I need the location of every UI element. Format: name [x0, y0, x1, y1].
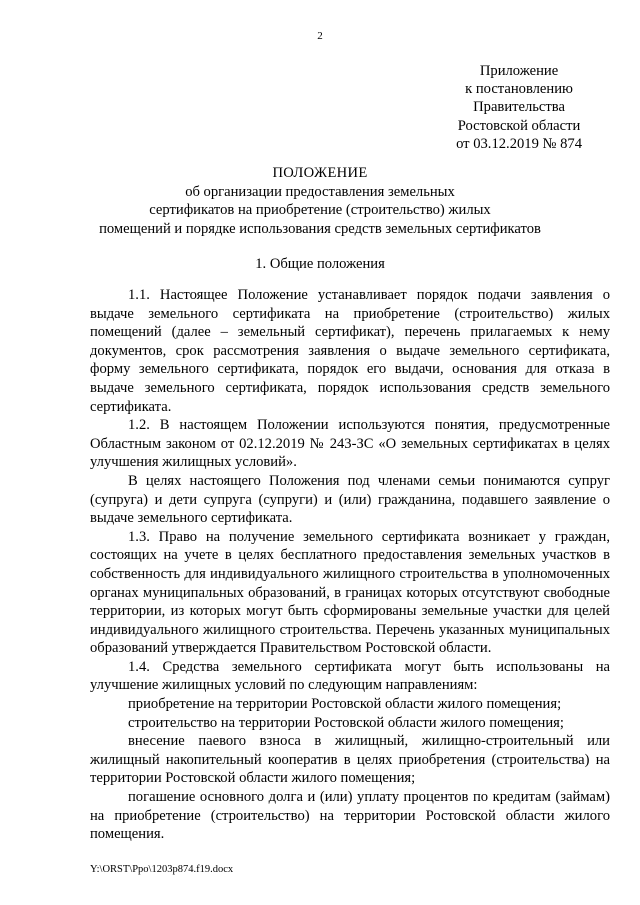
paragraph-1-2-family: В целях настоящего Положения под членами семьи понимаются супруг (супруга) и дети супруга (супруги) и (или) гражданина, подавшего заявление о выдаче земельного сертификата.	[90, 472, 610, 527]
list-item: внесение паевого взноса в жилищный, жилищно-строительный или жилищный накопительный кооператив в целях приобретения (строительства) на территории Ростовской области жилого помещения;	[90, 733, 610, 787]
page-number: 2	[317, 30, 323, 42]
paragraph-1-1: 1.1. Настоящее Положение устанавливает порядок подачи заявления о выдаче земельного сертификата на приобретение (строительство) жилых помещений (далее – земельный сертификат), перечень прилагаемых к нему документов, срок рассмотрения заявления о выдаче земельного сертификата, форму земельного сертификата, порядок его выдачи, основания для отказа в выдаче земельного сертификата, порядок использования средств земельного сертификата.	[90, 287, 610, 415]
footer-file-path: Y:\ORST\Ppo\1203p874.f19.docx	[90, 864, 234, 875]
appendix-line: к постановлению	[465, 81, 573, 98]
appendix-block	[456, 62, 582, 153]
document-title	[0, 164, 640, 238]
list-item: погашение основного долга и (или) уплату процентов по кредитам (займам) на приобретение (строительство) на территории Ростовской области жилого помещения.	[90, 789, 610, 843]
appendix-line: Ростовской области	[457, 117, 581, 134]
appendix-line: от 03.12.2019 № 874	[456, 135, 582, 152]
list-item: строительство на территории Ростовской области жилого помещения;	[128, 714, 564, 731]
document-body	[90, 286, 610, 844]
appendix-line: Приложение	[479, 63, 559, 79]
paragraph-1-4: 1.4. Средства земельного сертификата могут быть использованы на улучшение жилищных условий по следующим направлениям:	[90, 658, 610, 694]
title-line: сертификатов на приобретение (строительство) жилых	[149, 202, 491, 219]
appendix-line: Правительства	[473, 99, 565, 116]
title-heading: ПОЛОЖЕНИЕ	[272, 165, 368, 181]
title-line: об организации предоставления земельных	[185, 183, 455, 200]
section-heading: 1. Общие положения	[255, 256, 385, 272]
list-item: приобретение на территории Ростовской области жилого помещения;	[128, 696, 562, 713]
paragraph-1-3: 1.3. Право на получение земельного сертификата возникает у граждан, состоящих на учете в целях бесплатного предоставления земельных участков в собственность для индивидуального жилищного строительства в уполномоченных органах муниципальных образований, в границах которых отсутствуют свободные территории, из которых могут быть сформированы земельные участки для целей индивидуального жилищного строительства. Перечень указанных муниципальных образований утверждается Правительством Ростовской области.	[90, 528, 610, 657]
paragraph-1-2: 1.2. В настоящем Положении используются понятия, предусмотренные Областным законом от 02.12.2019 № 243-ЗС «О земельных сертификатах в целях улучшения жилищных условий».	[90, 417, 610, 471]
title-line: помещений и порядке использования средств земельных сертификатов	[99, 220, 541, 237]
